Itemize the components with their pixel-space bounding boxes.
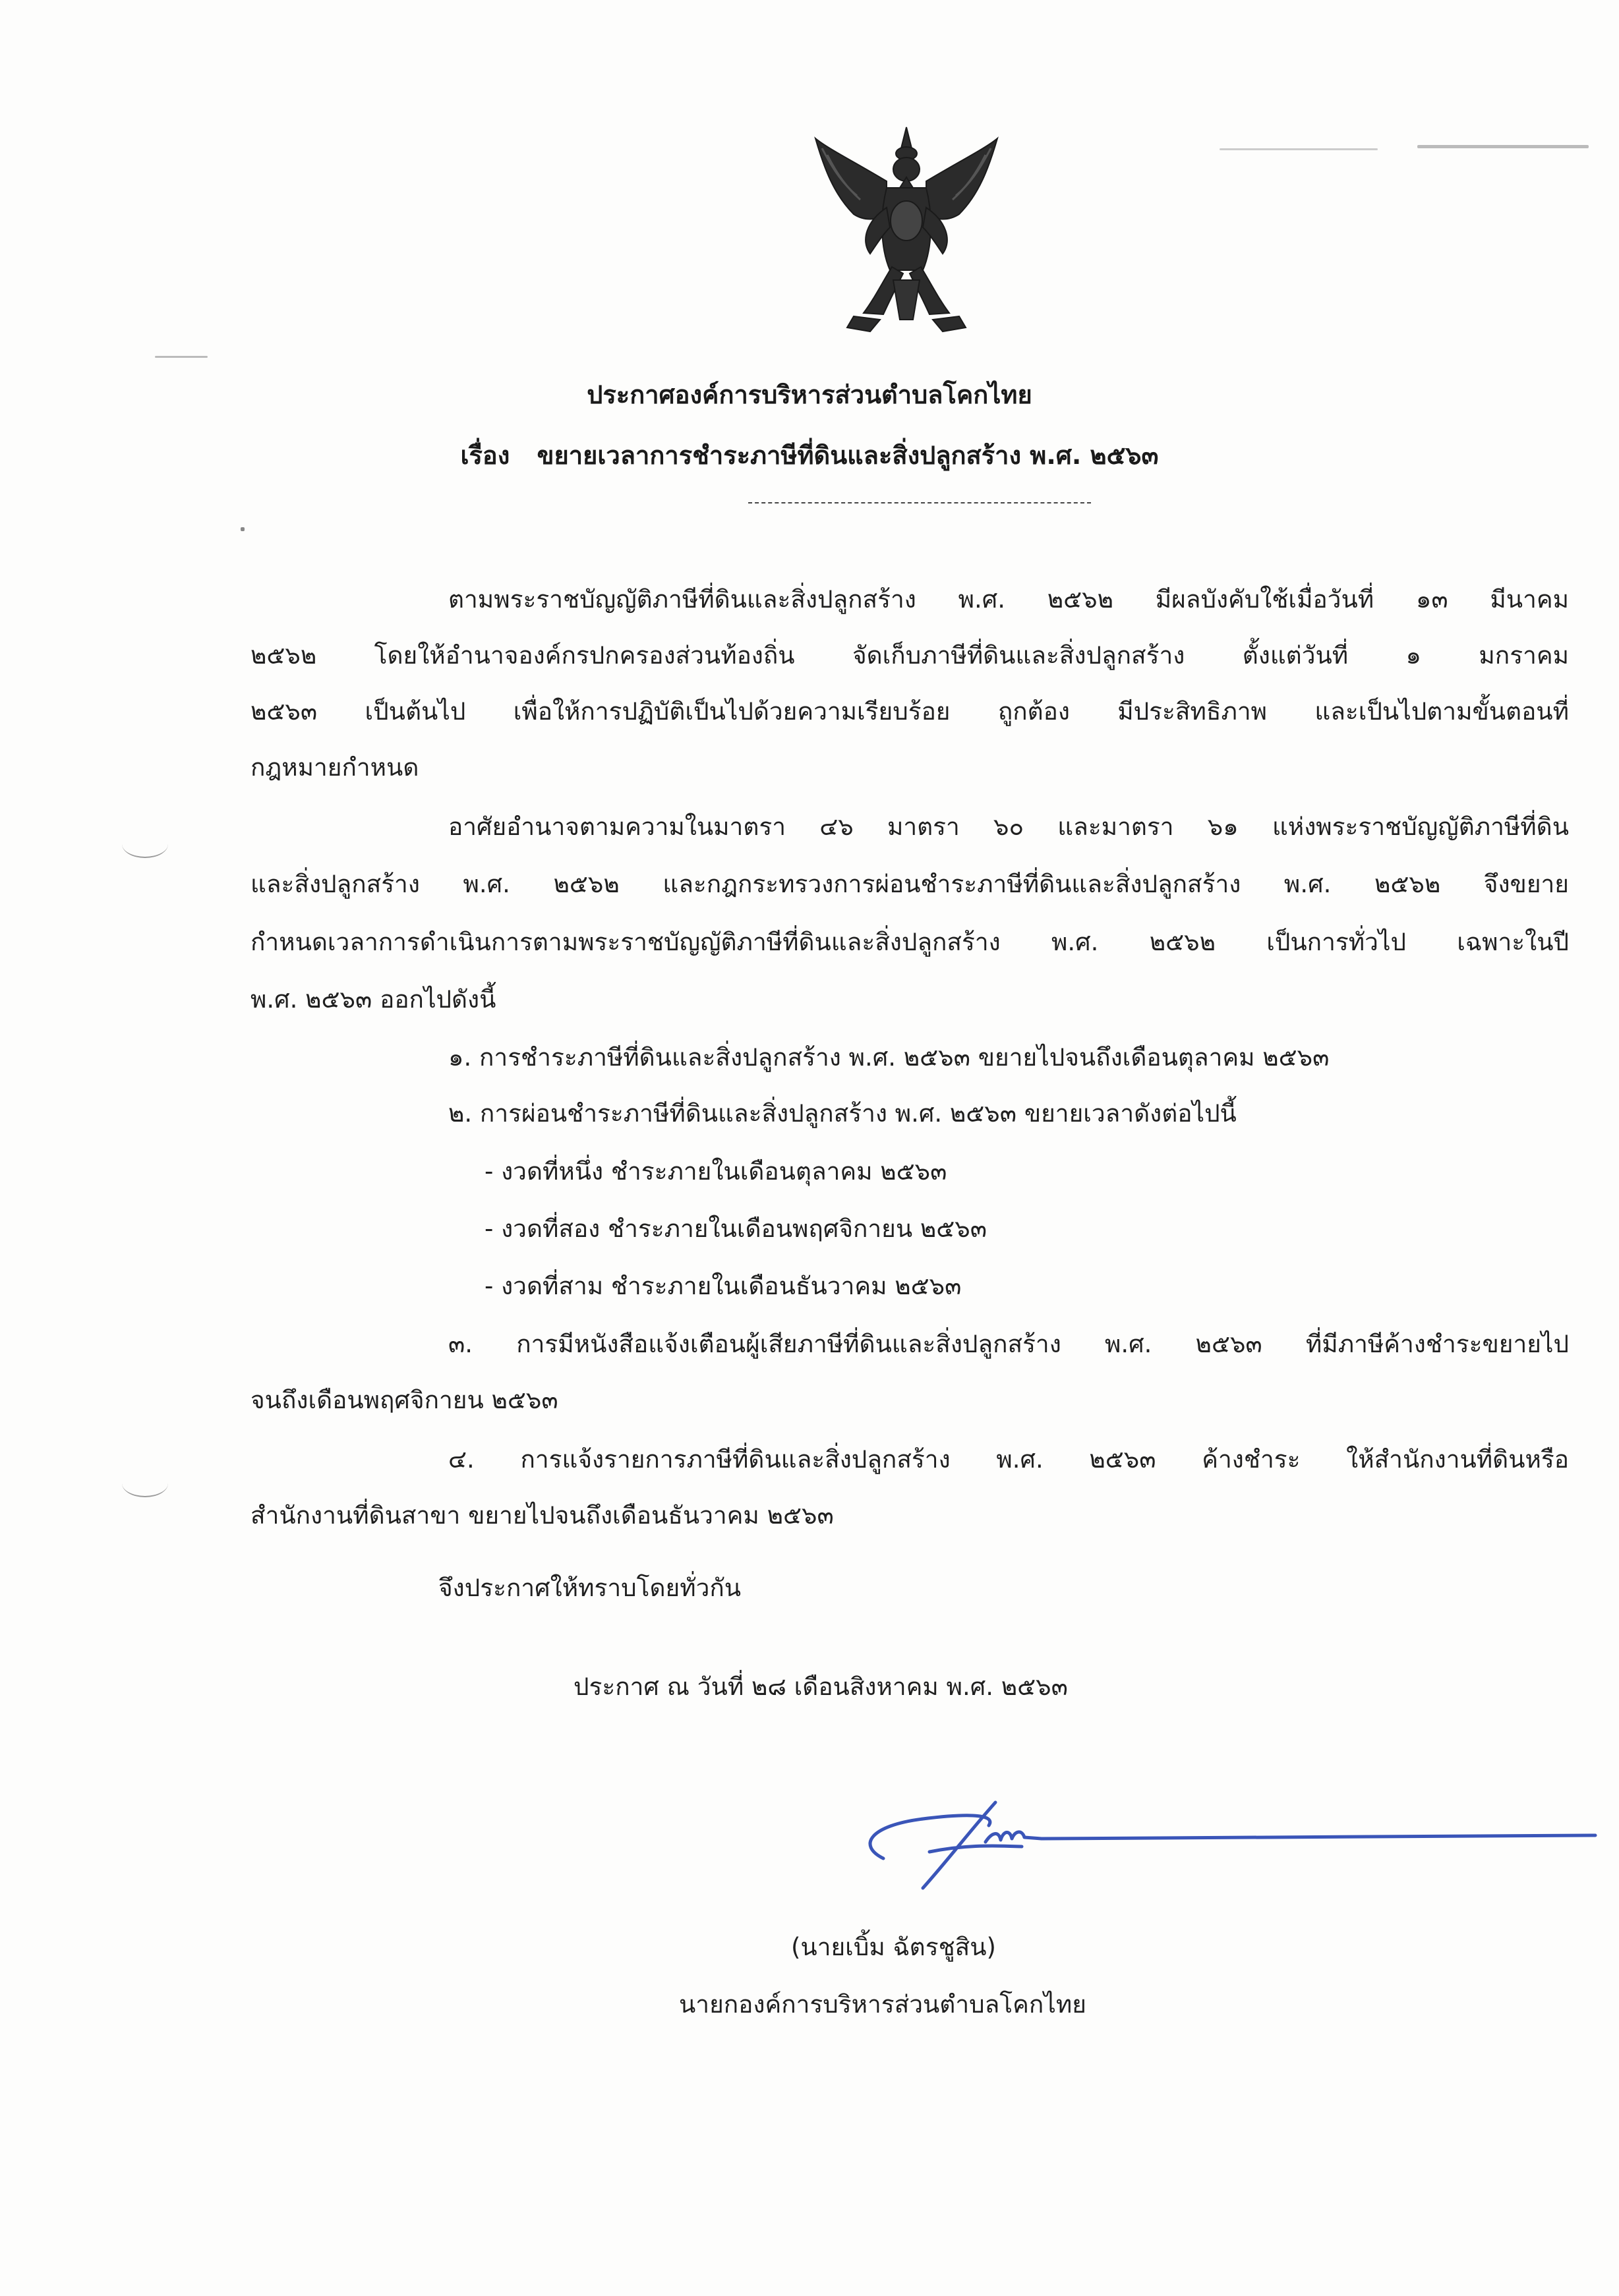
para1-line: ๒๕๖๓ เป็นต้นไป เพื่อให้การปฏิบัติเป็นไปด้วยความเรียบร้อย ถูกต้อง มีประสิทธิภาพ และเป็นไปตามขั้นตอนที่ bbox=[250, 697, 1569, 726]
signatory-position: นายกองค์การบริหารส่วนตำบลโคกไทย bbox=[679, 1990, 1086, 2019]
signatory-name: (นายเบิ้ม ฉัตรชูสิน) bbox=[791, 1933, 996, 1961]
item-3: ๓. การมีหนังสือแจ้งเตือนผู้เสียภาษีที่ดินและสิ่งปลูกสร้าง พ.ศ. ๒๕๖๓ ที่มีภาษีค้างชำระขยายไป bbox=[448, 1330, 1569, 1358]
item-2: ๒. การผ่อนชำระภาษีที่ดินและสิ่งปลูกสร้าง พ.ศ. ๒๕๖๓ ขยายเวลาดังต่อไปนี้ bbox=[448, 1099, 1237, 1128]
document-title: ประกาศองค์การบริหารส่วนตำบลโคกไทย bbox=[587, 380, 1032, 409]
para2-line: กำหนดเวลาการดำเนินการตามพระราชบัญญัติภาษีที่ดินและสิ่งปลูกสร้าง พ.ศ. ๒๕๖๒ เป็นการทั่วไป เฉพาะในปี bbox=[250, 928, 1569, 956]
installment-item: - งวดที่หนึ่ง ชำระภายในเดือนตุลาคม ๒๕๖๓ bbox=[485, 1157, 947, 1186]
para1-line: ตามพระราชบัญญัติภาษีที่ดินและสิ่งปลูกสร้าง พ.ศ. ๒๕๖๒ มีผลบังคับใช้เมื่อวันที่ ๑๓ มีนาคม bbox=[448, 585, 1569, 614]
para2-line: อาศัยอำนาจตามความในมาตรา ๔๖ มาตรา ๖๐ และมาตรา ๖๑ แห่งพระราชบัญญัติภาษีที่ดิน bbox=[448, 813, 1569, 841]
signature bbox=[831, 1779, 1602, 1931]
para2-line: พ.ศ. ๒๕๖๓ ออกไปดังนี้ bbox=[250, 985, 496, 1014]
para1-line: ๒๕๖๒ โดยให้อำนาจองค์กรปกครองส่วนท้องถิ่น จัดเก็บภาษีที่ดินและสิ่งปลูกสร้าง ตั้งแต่วันที่ ๑ มกราคม bbox=[250, 641, 1569, 670]
scan-speck bbox=[155, 356, 208, 358]
item-3-continued: จนถึงเดือนพฤศจิกายน ๒๕๖๓ bbox=[250, 1386, 558, 1414]
closing-statement: จึงประกาศให้ทราบโดยทั่วกัน bbox=[438, 1574, 742, 1602]
installment-item: - งวดที่สอง ชำระภายในเดือนพฤศจิกายน ๒๕๖๓ bbox=[485, 1215, 987, 1243]
subject-label: เรื่อง bbox=[460, 441, 510, 470]
header-divider bbox=[748, 502, 1091, 503]
margin-mark bbox=[122, 830, 168, 858]
item-4-continued: สำนักงานที่ดินสาขา ขยายไปจนถึงเดือนธันวาคม ๒๕๖๓ bbox=[250, 1501, 834, 1530]
item-1: ๑. การชำระภาษีที่ดินและสิ่งปลูกสร้าง พ.ศ. ๒๕๖๓ ขยายไปจนถึงเดือนตุลาคม ๒๕๖๓ bbox=[448, 1043, 1330, 1072]
scan-speck bbox=[1417, 145, 1589, 148]
para1-line: กฎหมายกำหนด bbox=[250, 753, 419, 782]
garuda-emblem-icon bbox=[808, 122, 1005, 339]
scan-speck bbox=[1220, 148, 1378, 150]
scan-speck bbox=[241, 527, 245, 531]
document-subject bbox=[0, 435, 1619, 475]
installment-item: - งวดที่สาม ชำระภายในเดือนธันวาคม ๒๕๖๓ bbox=[485, 1272, 962, 1300]
para2-line: และสิ่งปลูกสร้าง พ.ศ. ๒๕๖๒ และกฎกระทรวงการผ่อนชำระภาษีที่ดินและสิ่งปลูกสร้าง พ.ศ. ๒๕๖๒ จึงขยาย bbox=[250, 870, 1569, 898]
margin-mark bbox=[122, 1470, 168, 1497]
subject-text: ขยายเวลาการชำระภาษีที่ดินและสิ่งปลูกสร้าง พ.ศ. ๒๕๖๓ bbox=[537, 441, 1159, 470]
announcement-date: ประกาศ ณ วันที่ ๒๘ เดือนสิงหาคม พ.ศ. ๒๕๖๓ bbox=[574, 1673, 1068, 1701]
item-4: ๔. การแจ้งรายการภาษีที่ดินและสิ่งปลูกสร้าง พ.ศ. ๒๕๖๓ ค้างชำระ ให้สำนักงานที่ดินหรือ bbox=[448, 1445, 1569, 1474]
